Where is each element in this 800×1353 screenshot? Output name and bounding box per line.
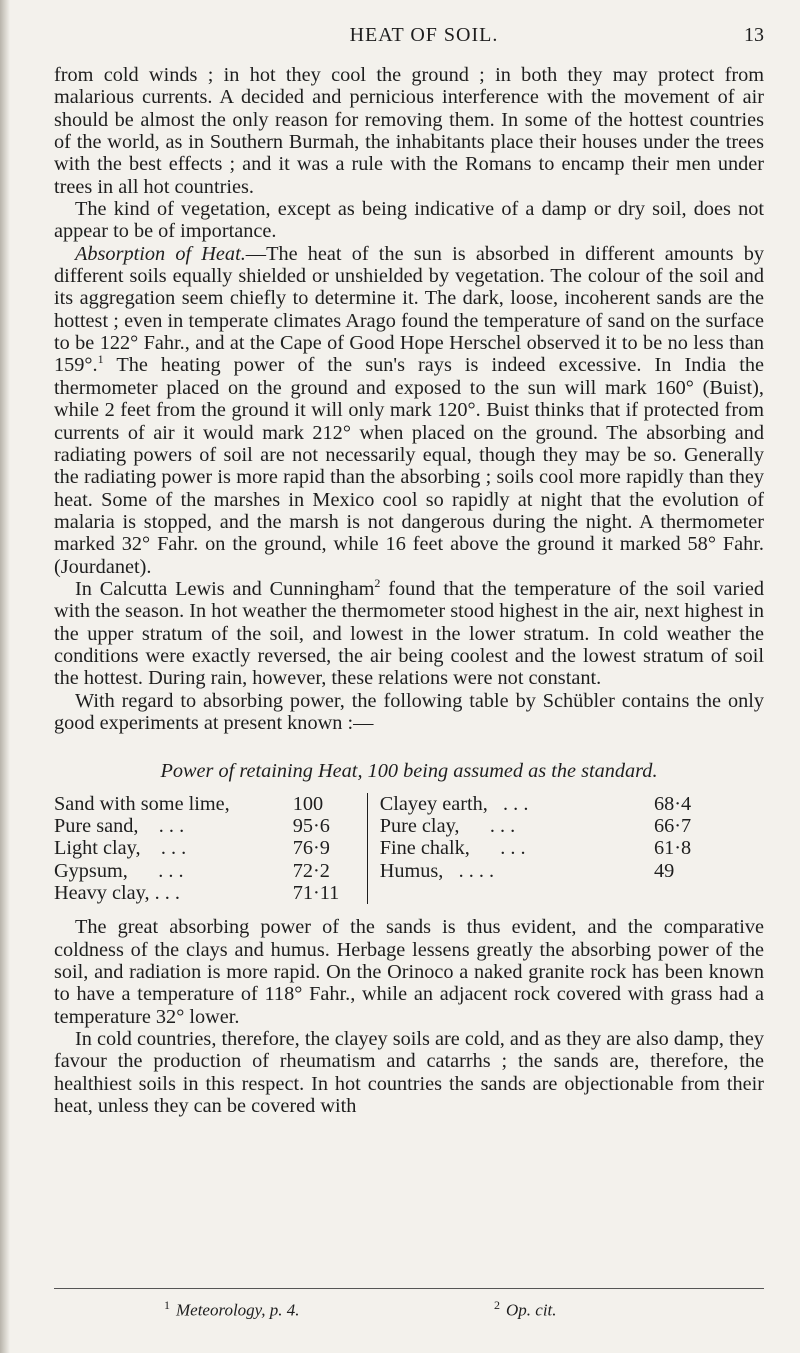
- row-label: Light clay,: [54, 837, 141, 860]
- body-text: [54, 64, 764, 1117]
- paragraph-7: In cold countries, therefore, the clayey soils are cold, and as they are also damp, they favour the production of rheumatism and catarrhs ; the sands are, therefore, the healthiest soils in this respect. In hot countries the sands are objectionable from their heat, unless they can be covered with: [54, 1028, 764, 1118]
- paragraph-2: The kind of vegetation, except as being indicative of a damp or dry soil, does not appear to be of importance.: [54, 198, 764, 243]
- row-leader-dots: . . .: [489, 815, 516, 837]
- row-leader-dots: . . .: [158, 815, 185, 837]
- heat-retention-table: [54, 793, 714, 905]
- row-label: Pure clay,: [379, 815, 460, 837]
- paragraph-4-part-b: found that the temperature of the soil varied with the season. In hot weather the thermometer stood highest in the air, next highest in the upper stratum of the soil, and lowest in the lower stratum. In cold weather the conditions were exactly reversed, the air being coolest and the lowest stratum of soil the hottest. During rain, however, these relations were not constant.: [54, 577, 764, 690]
- table-row: [380, 837, 714, 859]
- row-value: 66·7: [654, 815, 692, 837]
- paragraph-3-part-b: The heating power of the sun's rays is indeed excessive. In India the thermometer placed on the ground and exposed to the sun will mark 160° (Buist), while 2 feet from the ground it will only mark 120°. Buist thinks that if protected from currents of air it would mark 212° when placed on the ground. The absorbing and radiating powers of soil are not necessarily equal, though they may be so. Generally the radiating power is more rapid than the absorbing ; soils cool more rapidly than they heat. Some of the marshes in Mexico cool so rapidly at night that the evolution of malaria is stopped, and the marsh is not dangerous during the night. A thermometer marked 32° Fahr. on the ground, while 16 feet above the ground it marked 58° Fahr. (Jourdanet).: [54, 354, 764, 578]
- row-label: Clayey earth,: [379, 792, 488, 815]
- paragraph-5: With regard to absorbing power, the following table by Schübler contains the only good experiments at present known :—: [54, 689, 764, 734]
- running-head: HEAT OF SOIL.: [349, 24, 499, 46]
- row-value: 72·2: [292, 859, 330, 882]
- table-row: [54, 837, 367, 859]
- row-value: 76·9: [292, 837, 330, 860]
- row-leader-dots: . . .: [158, 859, 184, 882]
- row-leader-dots: . . . .: [458, 859, 495, 882]
- row-value: 95·6: [292, 815, 330, 837]
- row-value: 49: [654, 859, 675, 882]
- page-number: 13: [744, 24, 764, 46]
- table-row: [380, 815, 714, 837]
- row-label: Gypsum,: [54, 859, 128, 882]
- footnote-divider: [54, 1288, 764, 1289]
- row-value: 61·8: [654, 837, 692, 860]
- row-label: Humus,: [379, 859, 444, 882]
- table-row: [380, 860, 714, 882]
- table-row: [54, 882, 367, 904]
- section-heading-absorption: Absorption of Heat.: [75, 242, 246, 265]
- book-spine-shadow: [0, 0, 10, 1353]
- table-title: Power of retaining Heat, 100 being assumed as the standard.: [160, 760, 658, 783]
- paragraph-4-part-a: In Calcutta Lewis and Cunningham: [75, 577, 375, 600]
- footnote-1-number: 1: [164, 1298, 170, 1312]
- table-row: [54, 815, 367, 837]
- footnote-2-text: Op. cit.: [506, 1300, 557, 1320]
- row-leader-dots: . . .: [160, 837, 187, 860]
- paragraph-3-part-a: —The heat of the sun is absorbed in different amounts by different soils equally shielded or unshielded by vegetation. The colour of the soil and its aggregation seem chiefly to determine it. The dark, loose, incoherent sands are the hottest ; even in temperate climates Arago found the temperature of sand on the surface to be 122° Fahr., and at the Cape of Good Hope Herschel observed it to be no less than 159°.: [54, 242, 764, 377]
- footnote-ref-2: 2: [374, 576, 381, 591]
- table-right-column: [368, 793, 714, 905]
- table-row: [380, 793, 714, 815]
- footnote-ref-1: 1: [97, 352, 104, 367]
- row-value: 71·11: [292, 882, 340, 905]
- row-label: Heavy clay,: [54, 882, 150, 905]
- row-label: Sand with some lime,: [54, 792, 230, 815]
- row-label: Pure sand,: [54, 815, 139, 837]
- paragraph-3: [54, 243, 764, 578]
- paragraph-4: [54, 578, 764, 690]
- row-leader-dots: . . .: [154, 882, 180, 905]
- footnote-2-number: 2: [494, 1298, 500, 1312]
- paragraph-6: The great absorbing power of the sands is thus evident, and the comparative coldness of the clays and humus. Herbage lessens greatly the absorbing power of the soil, and radiation is more rapid. On the Orinoco a naked granite rock has been known to have a temperature of 118° Fahr., while an adjacent rock covered with grass had a temperature 32° lower.: [54, 916, 764, 1028]
- footnote-2: [494, 1298, 557, 1321]
- footnote-1: [164, 1298, 300, 1321]
- paragraph-1: from cold winds ; in hot they cool the ground ; in both they may protect from malarious currents. A decided and pernicious interference with the movement of air should be almost the only reason for removing them. In some of the hottest countries of the world, as in Southern Burmah, the inhabitants place their houses under the trees with the best effects ; and it was a rule with the Romans to encamp their men under trees in all hot countries.: [54, 64, 764, 198]
- row-value: 68·4: [654, 792, 692, 815]
- row-label: Fine chalk,: [379, 837, 470, 860]
- table-left-column: [54, 793, 368, 905]
- footnote-1-text: Meteorology, p. 4.: [176, 1300, 300, 1320]
- table-row: [54, 860, 367, 882]
- row-leader-dots: . . .: [500, 837, 526, 860]
- post-table-text: [54, 916, 764, 1117]
- row-leader-dots: . . .: [503, 792, 529, 815]
- table-row: [54, 793, 367, 815]
- row-value: 100: [292, 792, 324, 815]
- page-header: [84, 22, 764, 52]
